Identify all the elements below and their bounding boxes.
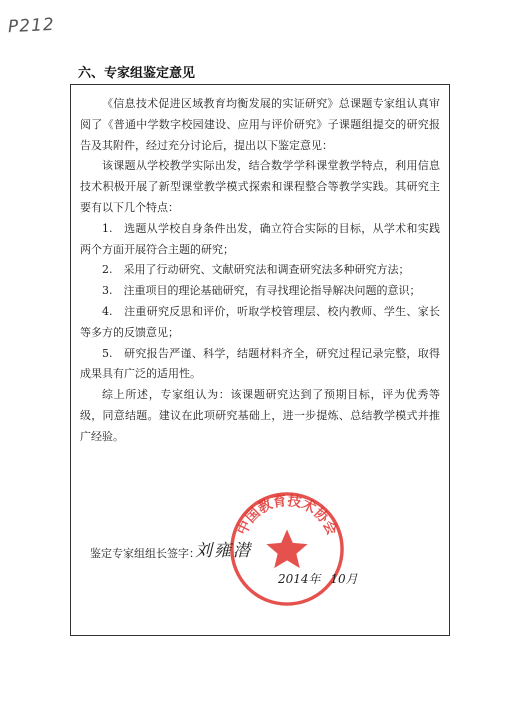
section-heading: 六、专家组鉴定意见 (78, 66, 196, 81)
signature-handwriting: 刘雍潜 (195, 541, 252, 561)
feature-item-4: 4. 注重研究反思和评价，听取学校管理层、校内教师、学生、家长等多方的反馈意见； (80, 304, 440, 339)
signature-label: 鉴定专家组组长签字： (90, 547, 200, 560)
paragraph-intro: 《信息技术促进区域教育均衡发展的实证研究》总课题专家组认真审阅了《普通中学数字校园建设、应用与评价研究》子课题组提交的研究报告及其附件，经过充分讨论后，提出以下鉴定意见： (80, 97, 440, 152)
feature-item-2: 2. 采用了行动研究、文献研究法和调查研究法多种研究方法； (102, 263, 410, 277)
opinion-body (80, 94, 440, 448)
feature-item-1: 1. 选题从学校自身条件出发，确立符合实际的目标，从学术和实践两个方面开展符合主题的研究； (80, 221, 440, 256)
feature-item-5: 5. 研究报告严谨、科学，结题材料齐全，研究过程记录完整，取得成果具有广泛的适用性。 (80, 346, 440, 381)
date-handwriting: 2014年 10月 (278, 572, 358, 586)
page-number: P212 (7, 14, 56, 38)
paragraph-conclusion: 综上所述，专家组认为：该课题研究达到了预期目标，评为优秀等级，同意结题。建议在此项研究基础上，进一步提炼、总结教学模式并推广经验。 (80, 388, 440, 443)
svg-text:中国教育技术协会: 中国教育技术协会 (234, 493, 340, 538)
paragraph-overview: 该课题从学校教学实际出发，结合数学学科课堂教学特点，利用信息技术积极开展了新型课堂教学模式探索和课程整合等教学实践。其研究主要有以下几个特点： (80, 159, 440, 214)
feature-item-3: 3. 注重项目的理论基础研究，有寻找理论指导解决问题的意识； (102, 284, 421, 298)
